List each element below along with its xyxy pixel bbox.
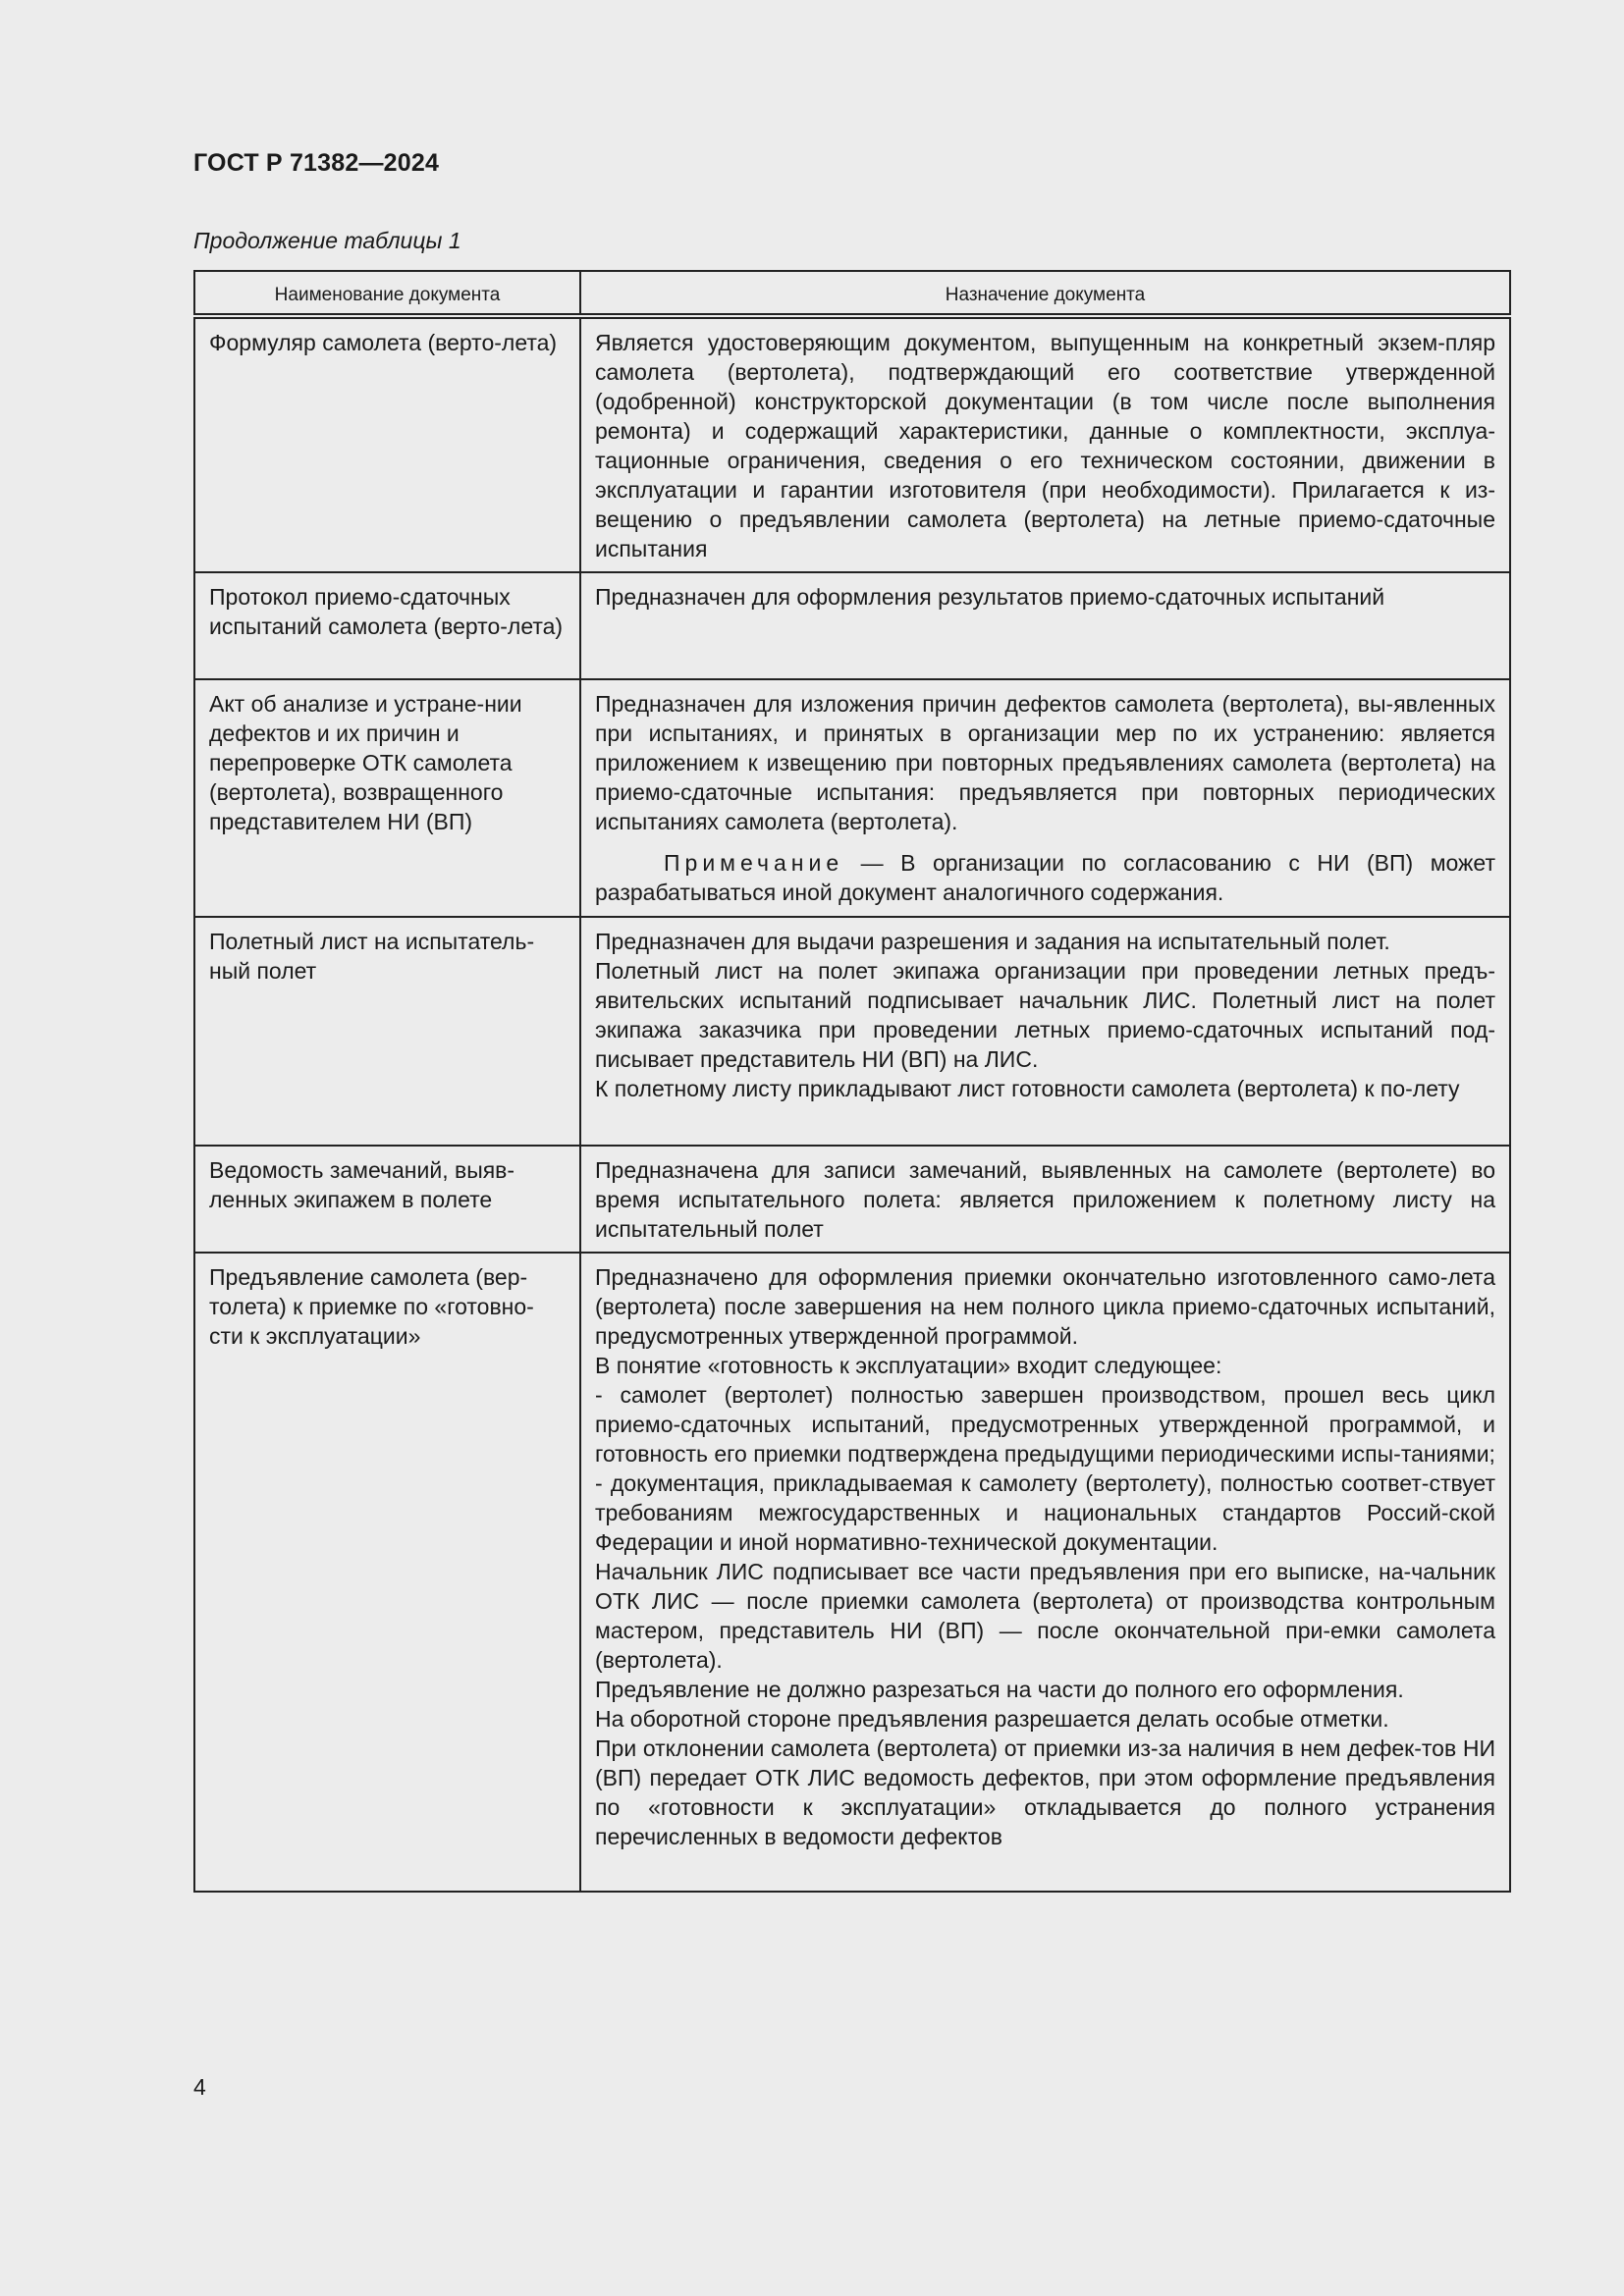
note-label: Примечание [664, 850, 844, 876]
page-number: 4 [193, 2074, 206, 2100]
purpose-paragraph: При отклонении самолета (вертолета) от приемки из-за наличия в нем дефек-тов НИ (ВП) передает ОТК ЛИС ведомость дефектов, при этом оформление предъявления по «готовности к эксплуатации» откладывается до полного устранения перечисленных в ведомости дефектов [595, 1735, 1495, 1849]
table-row [194, 917, 1510, 1146]
table-row [194, 1253, 1510, 1892]
purpose-paragraph: Предъявление не должно разрезаться на части до полного его оформления. [595, 1677, 1404, 1702]
document-name: Протокол приемо-сдаточных испытаний самолета (верто-лета) [194, 572, 580, 679]
document-purpose [580, 316, 1510, 572]
document-code: ГОСТ Р 71382—2024 [193, 149, 440, 177]
document-name: Предъявление самолета (вер-толета) к приемке по «готовно-сти к эксплуатации» [194, 1253, 580, 1892]
purpose-paragraph: На оборотной стороне предъявления разрешается делать особые отметки. [595, 1706, 1389, 1732]
purpose-paragraph: Предназначено для оформления приемки окончательно изготовленного само-лета (вертолета) после завершения на нем полного цикла приемо-сдаточных испытаний, предусмотренных утвержденной программой. [595, 1264, 1495, 1349]
table-header-row [194, 271, 1510, 316]
document-name: Ведомость замечаний, выяв-ленных экипажем в полете [194, 1146, 580, 1253]
purpose-paragraph: Является удостоверяющим документом, выпущенным на конкретный экзем-пляр самолета (вертолета), подтверждающий его соответствие утвержденной (одобренной) конструкторской документации (в том числе после выполнения ремонта) и содержащий характеристики, данные о комплектности, эксплуа-тационные ограничения, сведения о его техническом состоянии, движении в эксплуатации и гарантии изготовителя (при необходимости). Прилагается к из-вещению о предъявлении самолета (вертолета) на летные приемо-сдаточные испытания [595, 330, 1495, 561]
document-purpose [580, 1253, 1510, 1892]
purpose-paragraph: Предназначена для записи замечаний, выявленных на самолете (вертолете) во время испытательного полета: является приложением к полетному листу на испытательный полет [595, 1157, 1495, 1242]
table-caption: Продолжение таблицы 1 [193, 228, 461, 253]
purpose-paragraph: Предназначен для выдачи разрешения и задания на испытательный полет. [595, 929, 1390, 954]
table-row [194, 679, 1510, 917]
document-purpose [580, 917, 1510, 1146]
documents-table [193, 270, 1511, 1893]
document-name: Формуляр самолета (верто-лета) [194, 316, 580, 572]
column-header-purpose: Назначение документа [580, 271, 1510, 316]
document-purpose [580, 679, 1510, 917]
document-purpose [580, 1146, 1510, 1253]
purpose-paragraph: Предназначен для оформления результатов приемо-сдаточных испытаний [595, 584, 1385, 610]
column-header-name: Наименование документа [194, 271, 580, 316]
table-row [194, 316, 1510, 572]
purpose-paragraph: Полетный лист на полет экипажа организации при проведении летных предъ-явительских испытаний подписывает начальник ЛИС. Полетный лист на полет экипажа заказчика при проведении летных приемо-сдаточных испытаний под-писывает представитель НИ (ВП) на ЛИС. [595, 958, 1495, 1072]
purpose-paragraph: - самолет (вертолет) полностью завершен производством, прошел весь цикл приемо-сдаточных испытаний, предусмотренных утвержденной программой, и готовность его приемки подтверждена предыдущими периодическими испы-таниями; [595, 1382, 1495, 1467]
purpose-paragraph: В понятие «готовность к эксплуатации» входит следующее: [595, 1353, 1222, 1378]
purpose-paragraph: Предназначен для изложения причин дефектов самолета (вертолета), вы-явленных при испытаниях, и принятых в организации мер по их устранению: является приложением к извещению при повторных предъявлениях самолета (вертолета) на приемо-сдаточные испытания: предъявляется при повторных периодических испытаниях самолета (вертолета). [595, 691, 1495, 834]
document-purpose [580, 572, 1510, 679]
table-row [194, 572, 1510, 679]
purpose-paragraph: Начальник ЛИС подписывает все части предъявления при его выписке, на-чальник ОТК ЛИС — после приемки самолета (вертолета) от производства контрольным мастером, представитель НИ (ВП) — после окончательной при-емки самолета (вертолета). [595, 1559, 1495, 1673]
table-row [194, 1146, 1510, 1253]
note-paragraph [595, 848, 1495, 907]
purpose-paragraph: К полетному листу прикладывают лист готовности самолета (вертолета) к по-лету [595, 1076, 1460, 1101]
note-text: — В организации по согласованию с НИ (ВП) может разрабатываться иной документ аналогичного содержания. [595, 850, 1495, 905]
document-name: Полетный лист на испытатель-ный полет [194, 917, 580, 1146]
purpose-paragraph: - документация, прикладываемая к самолету (вертолету), полностью соответ-ствует требованиям межгосударственных и национальных стандартов Россий-ской Федерации и иной нормативно-технической документации. [595, 1470, 1495, 1555]
document-name: Акт об анализе и устране-нии дефектов и их причин и перепроверке ОТК самолета (вертолета), возвращенного представителем НИ (ВП) [194, 679, 580, 917]
